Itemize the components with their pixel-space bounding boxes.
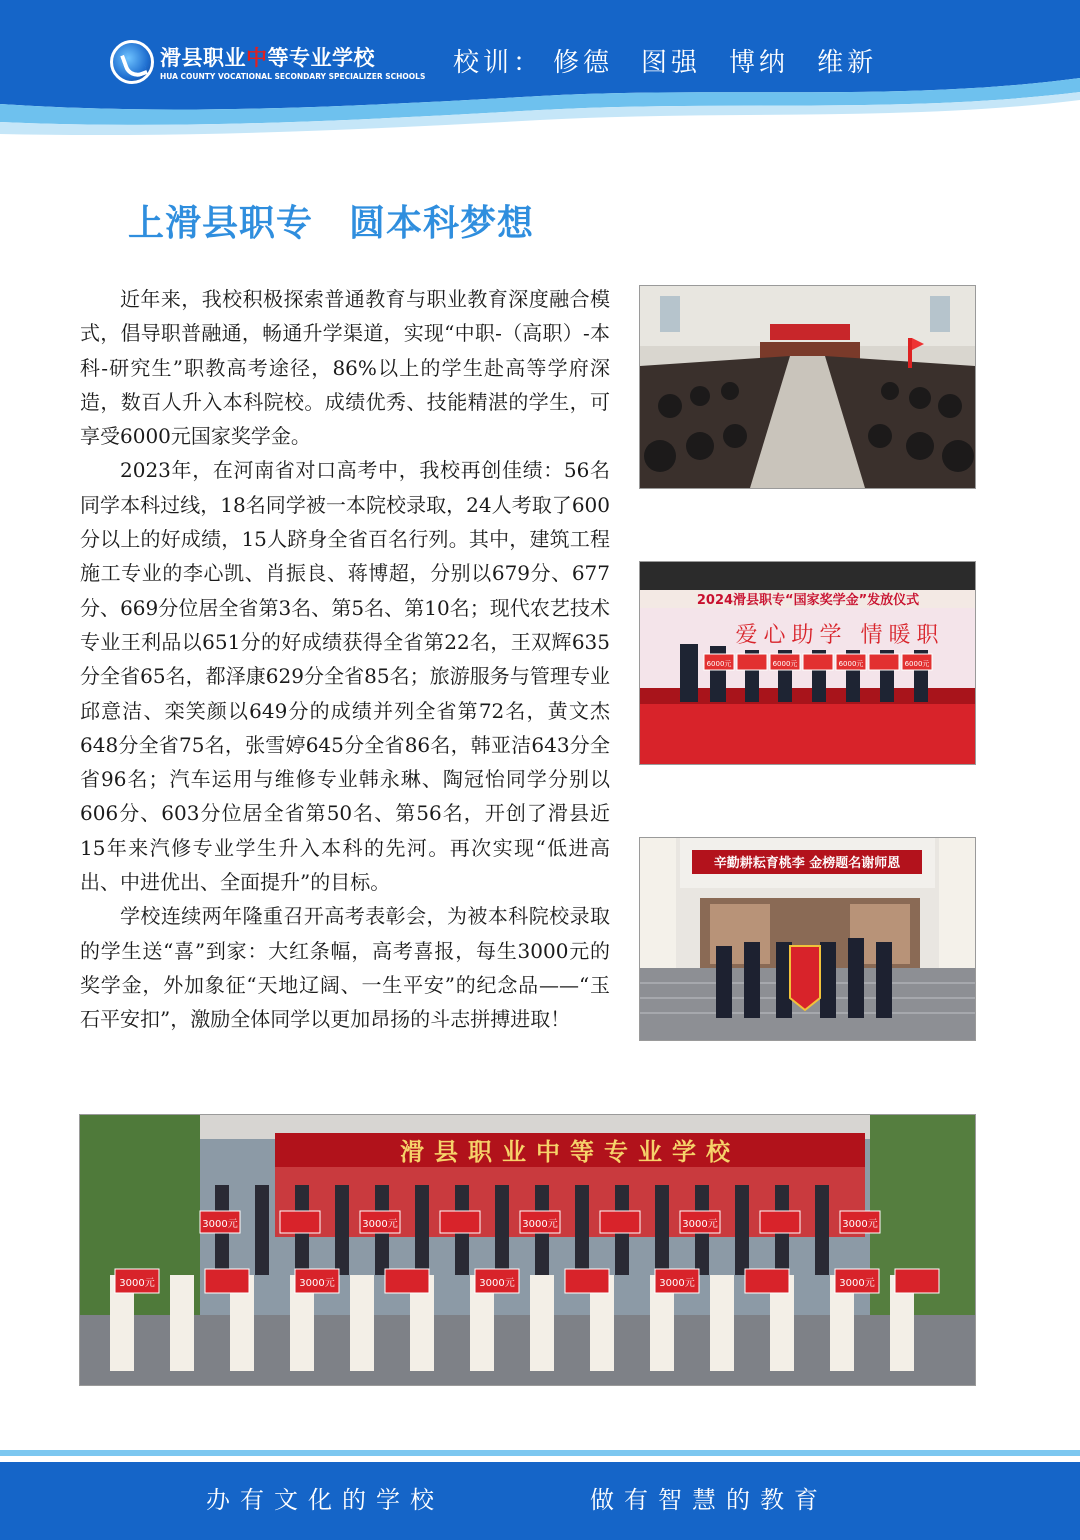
teacher-banner-text: 辛勤耕耘育桃李 金榜题名谢师恩 [713,856,901,871]
motto-label: 校训： [453,48,544,78]
group-banner-text: 滑县职业中等专业学校 [400,1138,740,1166]
ceremony-banner-text: 2024滑县职专“国家奖学金”发放仪式 [696,593,920,608]
footer-slogan-right: 做有智慧的教育 [590,1486,828,1514]
article-paragraph: 学校连续两年隆重召开高考表彰会，为被本科院校录取的学生送“喜”到家：大红条幅，高考喜报，每生3000元的奖学金，外加象征“天地辽阔、一生平安”的纪念品——“玉石平安扣”，激励全体同学以更加昂扬的斗志拼搏进取！ [80,904,610,1032]
photo-auditorium-meeting [640,286,975,488]
school-logo-icon [110,40,154,84]
school-name-mark: 中 [246,46,268,70]
scholarship-board: 6000元 [772,660,798,668]
award-board: 3000元 [659,1278,695,1289]
award-board: 3000元 [119,1278,155,1289]
motto-word: 图强 [641,48,702,78]
scholarship-board: 6000元 [706,660,732,668]
footer-slogan-left: 办有文化的学校 [206,1486,444,1514]
photo-scholarship-ceremony [640,562,975,764]
motto-word: 维新 [817,48,878,78]
article-paragraph: 2023年，在河南省对口高考中，我校再创佳绩：56名同学本科过线，18名同学被一本院校录取，24人考取了600分以上的好成绩，15人跻身全省百名行列。其中，建筑工程施工专业的李心凯、肖振良、蒋博超，分别以679分、677分、669分位居全省第3名、第5名、第10名；现代农艺技术专业王利品以651分的好成绩获得全省第22名，王双辉635分全省65名，都泽康629分全省85名；旅游服务与管理专业邱意洁、栾笑颜以649分的成绩并列全省第72名，黄文杰648分全省75名，张雪婷645分全省86名，韩亚洁643分全省96名；汽车运用与维修专业韩永琳、陶冠怡同学分别以606分、603分位居全省第50名、第56名，开创了滑县近15年来汽修专业学生升入本科的先河。再次实现“低进高出、中进优出、全面提升”的目标。 [80,458,610,895]
award-board: 3000元 [839,1278,875,1289]
scholarship-board: 6000元 [838,660,864,668]
page-header [0,0,1080,140]
photo-award-group [80,1115,975,1385]
photo-teacher-thanks [640,838,975,1040]
award-board: 3000元 [682,1219,718,1230]
school-motto [453,42,905,79]
school-name: 滑县职业中等专业学校 [160,46,375,70]
footer-bar [0,1462,1080,1540]
article-paragraph: 近年来，我校积极探索普通教育与职业教育深度融合模式，倡导职普融通，畅通升学渠道，实现“中职-（高职）-本科-研究生”职教高考途径，86%以上的学生赴高等学府深造，数百人升入本科院校。成绩优秀、技能精湛的学生，可享受6000元国家奖学金。 [80,287,610,449]
article-body [80,282,610,1037]
award-board: 3000元 [842,1219,878,1230]
article-title: 上滑县职专 圆本科梦想 [128,203,535,244]
award-board: 3000元 [362,1219,398,1230]
award-board: 3000元 [202,1219,238,1230]
page-footer [0,1450,1080,1540]
award-board: 3000元 [299,1278,335,1289]
school-name-en: HUA COUNTY VOCATIONAL SECONDARY SPECIALIZER SCHOOLS [160,72,426,81]
scholarship-board: 6000元 [904,660,930,668]
motto-word: 博纳 [729,48,790,78]
motto-word: 修德 [553,48,614,78]
award-board: 3000元 [522,1219,558,1230]
footer-divider [0,1450,1080,1456]
ceremony-backdrop-text: 爱心助学 情暖职 [735,623,945,648]
award-board: 3000元 [479,1278,515,1289]
